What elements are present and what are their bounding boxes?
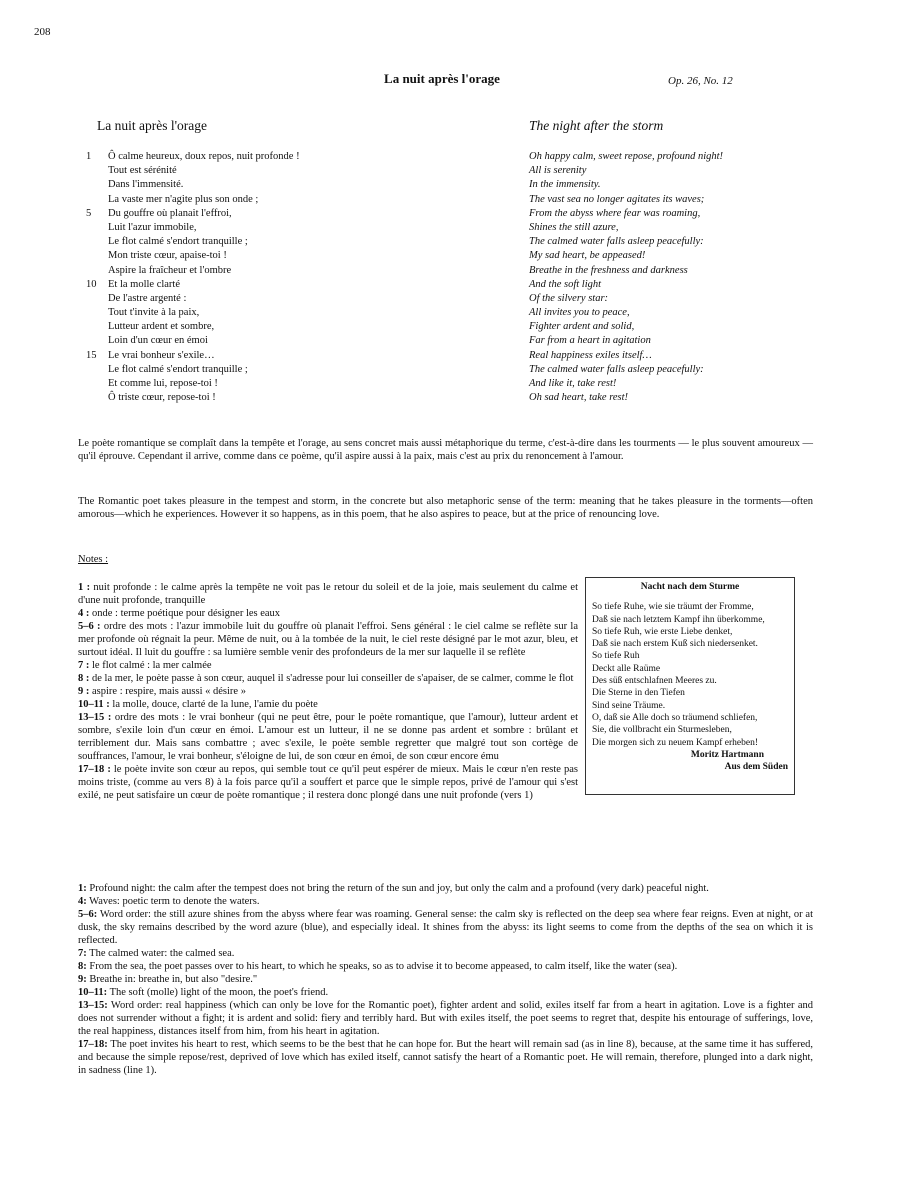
english-poem-heading: The night after the storm bbox=[529, 118, 664, 133]
french-poem-line bbox=[86, 363, 466, 377]
note-text: aspire : respire, mais aussi « désire » bbox=[89, 686, 246, 697]
page-number: 208 bbox=[34, 26, 51, 38]
note-key: 9 : bbox=[78, 686, 90, 697]
note-text: The soft (molle) light of the moon, the poet's friend. bbox=[107, 987, 329, 998]
line-text: Dans l'immensité. bbox=[108, 179, 184, 191]
note-item bbox=[78, 1038, 813, 1077]
note-key: 4 : bbox=[78, 608, 90, 619]
english-poem-line: Fighter ardent and solid, bbox=[529, 321, 635, 333]
german-poem-line: Deckt alle Raüme bbox=[592, 663, 661, 674]
note-text: ordre des mots : le vrai bonheur (qui ne peut être, pour le poète romantique, que l'amour), lutteur ardent et sombre, s'exile loin d'un cœur en émoi. L'amour est un lutteur, il ne se donne pas ardent et sombre : brûlant et terriblement dur. Mais sans combattre ; avec s'exile, le poète semble regretter que malgré tout son cortège de souffrances, l'amour, le vrai bonheur, s'éloigne de lui, de son cœur en émoi, de son cœur encore ému bbox=[78, 712, 579, 762]
english-poem-line: Breathe in the freshness and darkness bbox=[529, 264, 688, 276]
french-poem-line bbox=[86, 193, 466, 207]
french-poem-line bbox=[86, 264, 466, 278]
note-item bbox=[78, 882, 813, 895]
german-poem-author: Moritz Hartmann bbox=[690, 749, 764, 760]
french-poem-line bbox=[86, 221, 466, 235]
english-poem-line: The calmed water falls asleep peacefully: bbox=[529, 236, 704, 248]
note-item bbox=[78, 763, 578, 802]
line-text: Lutteur ardent et sombre, bbox=[108, 321, 215, 333]
german-poem-line: Sind seine Träume. bbox=[592, 700, 666, 711]
line-text: Et la molle clarté bbox=[108, 278, 181, 290]
line-number: 5 bbox=[86, 207, 92, 219]
note-key: 17–18: bbox=[78, 1039, 108, 1050]
note-key: 5–6: bbox=[78, 909, 98, 920]
line-text: Le vrai bonheur s'exile… bbox=[108, 349, 215, 361]
german-poem-line: Die Sterne in den Tiefen bbox=[592, 688, 685, 699]
line-text: La vaste mer n'agite plus son onde ; bbox=[108, 193, 259, 205]
intro-english-paragraph: The Romantic poet takes pleasure in the tempest and storm, in the concrete but also metaphoric sense of the term: meaning that he takes pleasure in the torments—often amorous—which he experiences. However it so happens, as in this poem, that he also aspires to peace, but at the price of renouncing love. bbox=[78, 496, 813, 520]
note-key: 8: bbox=[78, 961, 87, 972]
note-item bbox=[78, 659, 578, 672]
note-item bbox=[78, 620, 578, 659]
english-poem-line: The calmed water falls asleep peacefully: bbox=[529, 363, 704, 375]
line-text: Du gouffre où planait l'effroi, bbox=[108, 207, 232, 219]
german-poem-line: Des süß entschlafnen Meeres zu. bbox=[592, 676, 717, 687]
note-text: The poet invites his heart to rest, which seems to be the best that he can hope for. But the heart will remain sad (as in line 8), because, at the same time it has suffered, and because the simple repose/rest, deprived of love which has exiled itself, cannot satisfy the heart of a Romantic poet. He will remain, therefore, plunged into a dark night, in sadness (line 1). bbox=[78, 1039, 813, 1076]
note-key: 8 : bbox=[78, 673, 90, 684]
french-poem-line bbox=[86, 150, 466, 164]
page-title: La nuit après l'orage bbox=[384, 71, 500, 86]
german-poem-line: So tiefe Ruhe, wie sie träumt der Fromme, bbox=[592, 602, 754, 613]
line-text: Le flot calmé s'endort tranquille ; bbox=[108, 236, 248, 248]
note-key: 7: bbox=[78, 948, 87, 959]
german-poem-title: Nacht nach dem Sturme bbox=[640, 582, 740, 592]
line-text: Mon triste cœur, apaise-toi ! bbox=[108, 250, 227, 262]
line-text: Tout t'invite à la paix, bbox=[108, 307, 200, 319]
english-poem-line: Far from a heart in agitation bbox=[529, 335, 651, 347]
note-key: 5–6 : bbox=[78, 621, 101, 632]
note-text: Word order: the still azure shines from the abyss where fear was roaming. General sense: the calm sky is reflected on the deep sea where fear reigns. Even at night, or at dusk, the sky remains described by the word azure (blue), and especially ideal. It shines from the abyss: its light seems to come from the depths of the sea on which it is reflected. bbox=[78, 909, 813, 946]
intro-french-paragraph: Le poète romantique se complaît dans la tempête et l'orage, au sens concret mais aussi métaphorique du terme, c'est-à-dire dans les tourments — le plus souvent amoureux — qu'il éprouve. Cependant il arrive, comme dans ce poème, qu'il aspire aussi à la paix, mais c'est au prix du renoncement à l'amour. bbox=[78, 438, 813, 462]
german-poem-source: Aus dem Süden bbox=[724, 762, 788, 773]
line-text: Loin d'un cœur en émoi bbox=[108, 335, 208, 347]
french-poem-line bbox=[86, 292, 466, 306]
note-text: le poète invite son cœur au repos, qui semble tout ce qu'il peut espérer de mieux. Mais le cœur n'en reste pas moins triste, (comme au vers 8) à la fois parce qu'il a souffert et parce que le simple repos, privé de l'amour qui s'est exilé, ne peut satisfaire un cœur de poète romantique ; il restera donc plongé dans une nuit profonde (vers 1) bbox=[78, 764, 578, 801]
english-poem-line: And like it, take rest! bbox=[529, 378, 617, 389]
french-poem-line bbox=[86, 320, 466, 334]
note-item bbox=[78, 607, 578, 620]
notes-label: Notes : bbox=[78, 554, 109, 565]
note-text: onde : terme poétique pour désigner les eaux bbox=[89, 608, 281, 619]
note-key: 9: bbox=[78, 974, 87, 985]
english-poem-line: Of the silvery star: bbox=[529, 292, 609, 304]
line-number: 15 bbox=[86, 349, 97, 361]
note-item bbox=[78, 581, 578, 607]
note-item bbox=[78, 960, 813, 973]
french-poem-line bbox=[86, 207, 466, 221]
english-poem-line: Shines the still azure, bbox=[529, 221, 619, 233]
note-text: ordre des mots : l'azur immobile luit du gouffre où planait l'effroi. Sens général : le ciel calme se reflète sur la mer profonde où régnait la peur. Même de nuit, ou à la tombée de la nuit, le ciel reste désigné par le mot azur, bleu, et surtout idéal. Il luit du gouffre : sa lumière semble venir des profondeurs de la mer sur laquelle il se reflète bbox=[78, 621, 578, 658]
french-poem-line bbox=[86, 349, 466, 363]
line-text: De l'astre argenté : bbox=[108, 292, 187, 304]
line-number: 10 bbox=[86, 278, 97, 290]
note-text: nuit profonde : le calme après la tempête ne voit pas le retour du soleil et de la joie, mais seulement du calme et d'une nuit profonde, tranquille bbox=[78, 582, 578, 606]
german-poem-line: Die morgen sich zu neuem Kampf erheben! bbox=[592, 737, 759, 748]
notes-english bbox=[78, 882, 813, 1077]
german-poem-line: Daß sie nach letztem Kampf ihn überkomme, bbox=[592, 614, 765, 625]
note-text: Waves: poetic term to denote the waters. bbox=[86, 896, 260, 907]
french-poem-line bbox=[86, 278, 466, 292]
note-item bbox=[78, 698, 578, 711]
note-key: 17–18 : bbox=[78, 764, 111, 775]
note-key: 7 : bbox=[78, 660, 90, 671]
note-key: 1 : bbox=[78, 582, 91, 593]
french-poem-heading: La nuit après l'orage bbox=[97, 118, 208, 133]
note-item bbox=[78, 895, 813, 908]
note-text: de la mer, le poète passe à son cœur, auquel il s'adresse pour lui conseiller de s'apaiser, de se calmer, comme le flot bbox=[89, 673, 574, 684]
french-poem-line bbox=[86, 178, 466, 192]
line-text: Tout est sérénité bbox=[108, 165, 177, 177]
note-text: Breathe in: breathe in, but also "desire." bbox=[86, 974, 258, 985]
note-item bbox=[78, 908, 813, 947]
english-poem-line: From the abyss where fear was roaming, bbox=[529, 207, 701, 219]
french-poem bbox=[86, 150, 466, 405]
note-key: 13–15 : bbox=[78, 712, 112, 723]
note-text: le flot calmé : la mer calmée bbox=[89, 660, 212, 671]
note-key: 1: bbox=[78, 883, 87, 894]
line-text: Ô calme heureux, doux repos, nuit profonde ! bbox=[108, 151, 300, 162]
english-poem-line: And the soft light bbox=[529, 278, 602, 290]
note-text: The calmed water: the calmed sea. bbox=[86, 948, 235, 959]
note-item bbox=[78, 986, 813, 999]
note-item bbox=[78, 711, 578, 763]
german-poem-line: O, daß sie Alle doch so träumend schliefen, bbox=[592, 712, 758, 723]
french-poem-line bbox=[86, 249, 466, 263]
english-poem-line: My sad heart, be appeased! bbox=[529, 250, 646, 262]
notes-french bbox=[78, 581, 813, 802]
english-poem-line: All invites you to peace, bbox=[529, 307, 630, 319]
english-poem-line: The vast sea no longer agitates its waves; bbox=[529, 193, 705, 205]
opus-number: Op. 26, No. 12 bbox=[668, 75, 733, 87]
german-poem-line: So tiefe Ruh bbox=[592, 651, 640, 662]
note-key: 4: bbox=[78, 896, 87, 907]
german-poem-line: Sie, die vollbracht ein Sturmesleben, bbox=[592, 725, 732, 736]
french-poem-line bbox=[86, 377, 466, 391]
english-poem-line: Oh happy calm, sweet repose, profound night! bbox=[529, 151, 724, 162]
english-poem-line: In the immensity. bbox=[529, 179, 601, 191]
note-key: 13–15: bbox=[78, 1000, 108, 1011]
line-text: Ô triste cœur, repose-toi ! bbox=[108, 392, 216, 404]
english-poem-line: Real happiness exiles itself… bbox=[529, 349, 652, 361]
line-text: Le flot calmé s'endort tranquille ; bbox=[108, 363, 248, 375]
line-text: Luit l'azur immobile, bbox=[108, 221, 197, 233]
french-poem-line bbox=[86, 391, 466, 405]
note-item bbox=[78, 947, 813, 960]
french-poem-line bbox=[86, 235, 466, 249]
german-poem-line: Daß sie nach erstem Kuß sich niedersenket. bbox=[592, 639, 758, 650]
note-item bbox=[78, 685, 578, 698]
note-key: 10–11: bbox=[78, 987, 108, 998]
note-text: From the sea, the poet passes over to his heart, to which he speaks, so as to advise it to become appeased, to calm itself, like the water (sea). bbox=[86, 961, 678, 972]
note-text: Word order: real happiness (which can only be love for the Romantic poet), fighter ardent and solid, exiles itself far from a heart in agitation. Love is a fighter and does not surrender without a fight; it is ardent and solid: fiery and terribly hard. But with exiles itself, the poet seems to regret that, despite his entourage of sufferings, love, the real happiness, distances itself from him, from his heart in agitation. bbox=[78, 1000, 813, 1037]
french-poem-line bbox=[86, 334, 466, 348]
line-text: Et comme lui, repose-toi ! bbox=[108, 378, 218, 389]
french-poem-line bbox=[86, 306, 466, 320]
english-poem-line: Oh sad heart, take rest! bbox=[529, 392, 629, 404]
note-item bbox=[78, 973, 813, 986]
line-number: 1 bbox=[86, 151, 92, 162]
note-text: la molle, douce, clarté de la lune, l'amie du poète bbox=[109, 699, 318, 710]
english-poem-line: All is serenity bbox=[529, 165, 587, 177]
german-poem-line: So tiefe Ruh, wie erste Liebe denket, bbox=[592, 626, 733, 637]
line-text: Aspire la fraîcheur et l'ombre bbox=[108, 264, 232, 276]
french-poem-line bbox=[86, 164, 466, 178]
note-key: 10–11 : bbox=[78, 699, 110, 710]
note-item bbox=[78, 672, 578, 685]
english-poem bbox=[529, 150, 849, 405]
note-item bbox=[78, 999, 813, 1038]
note-text: Profound night: the calm after the tempest does not bring the return of the sun and joy, but only the calm and a profound (very dark) peaceful night. bbox=[86, 883, 709, 894]
